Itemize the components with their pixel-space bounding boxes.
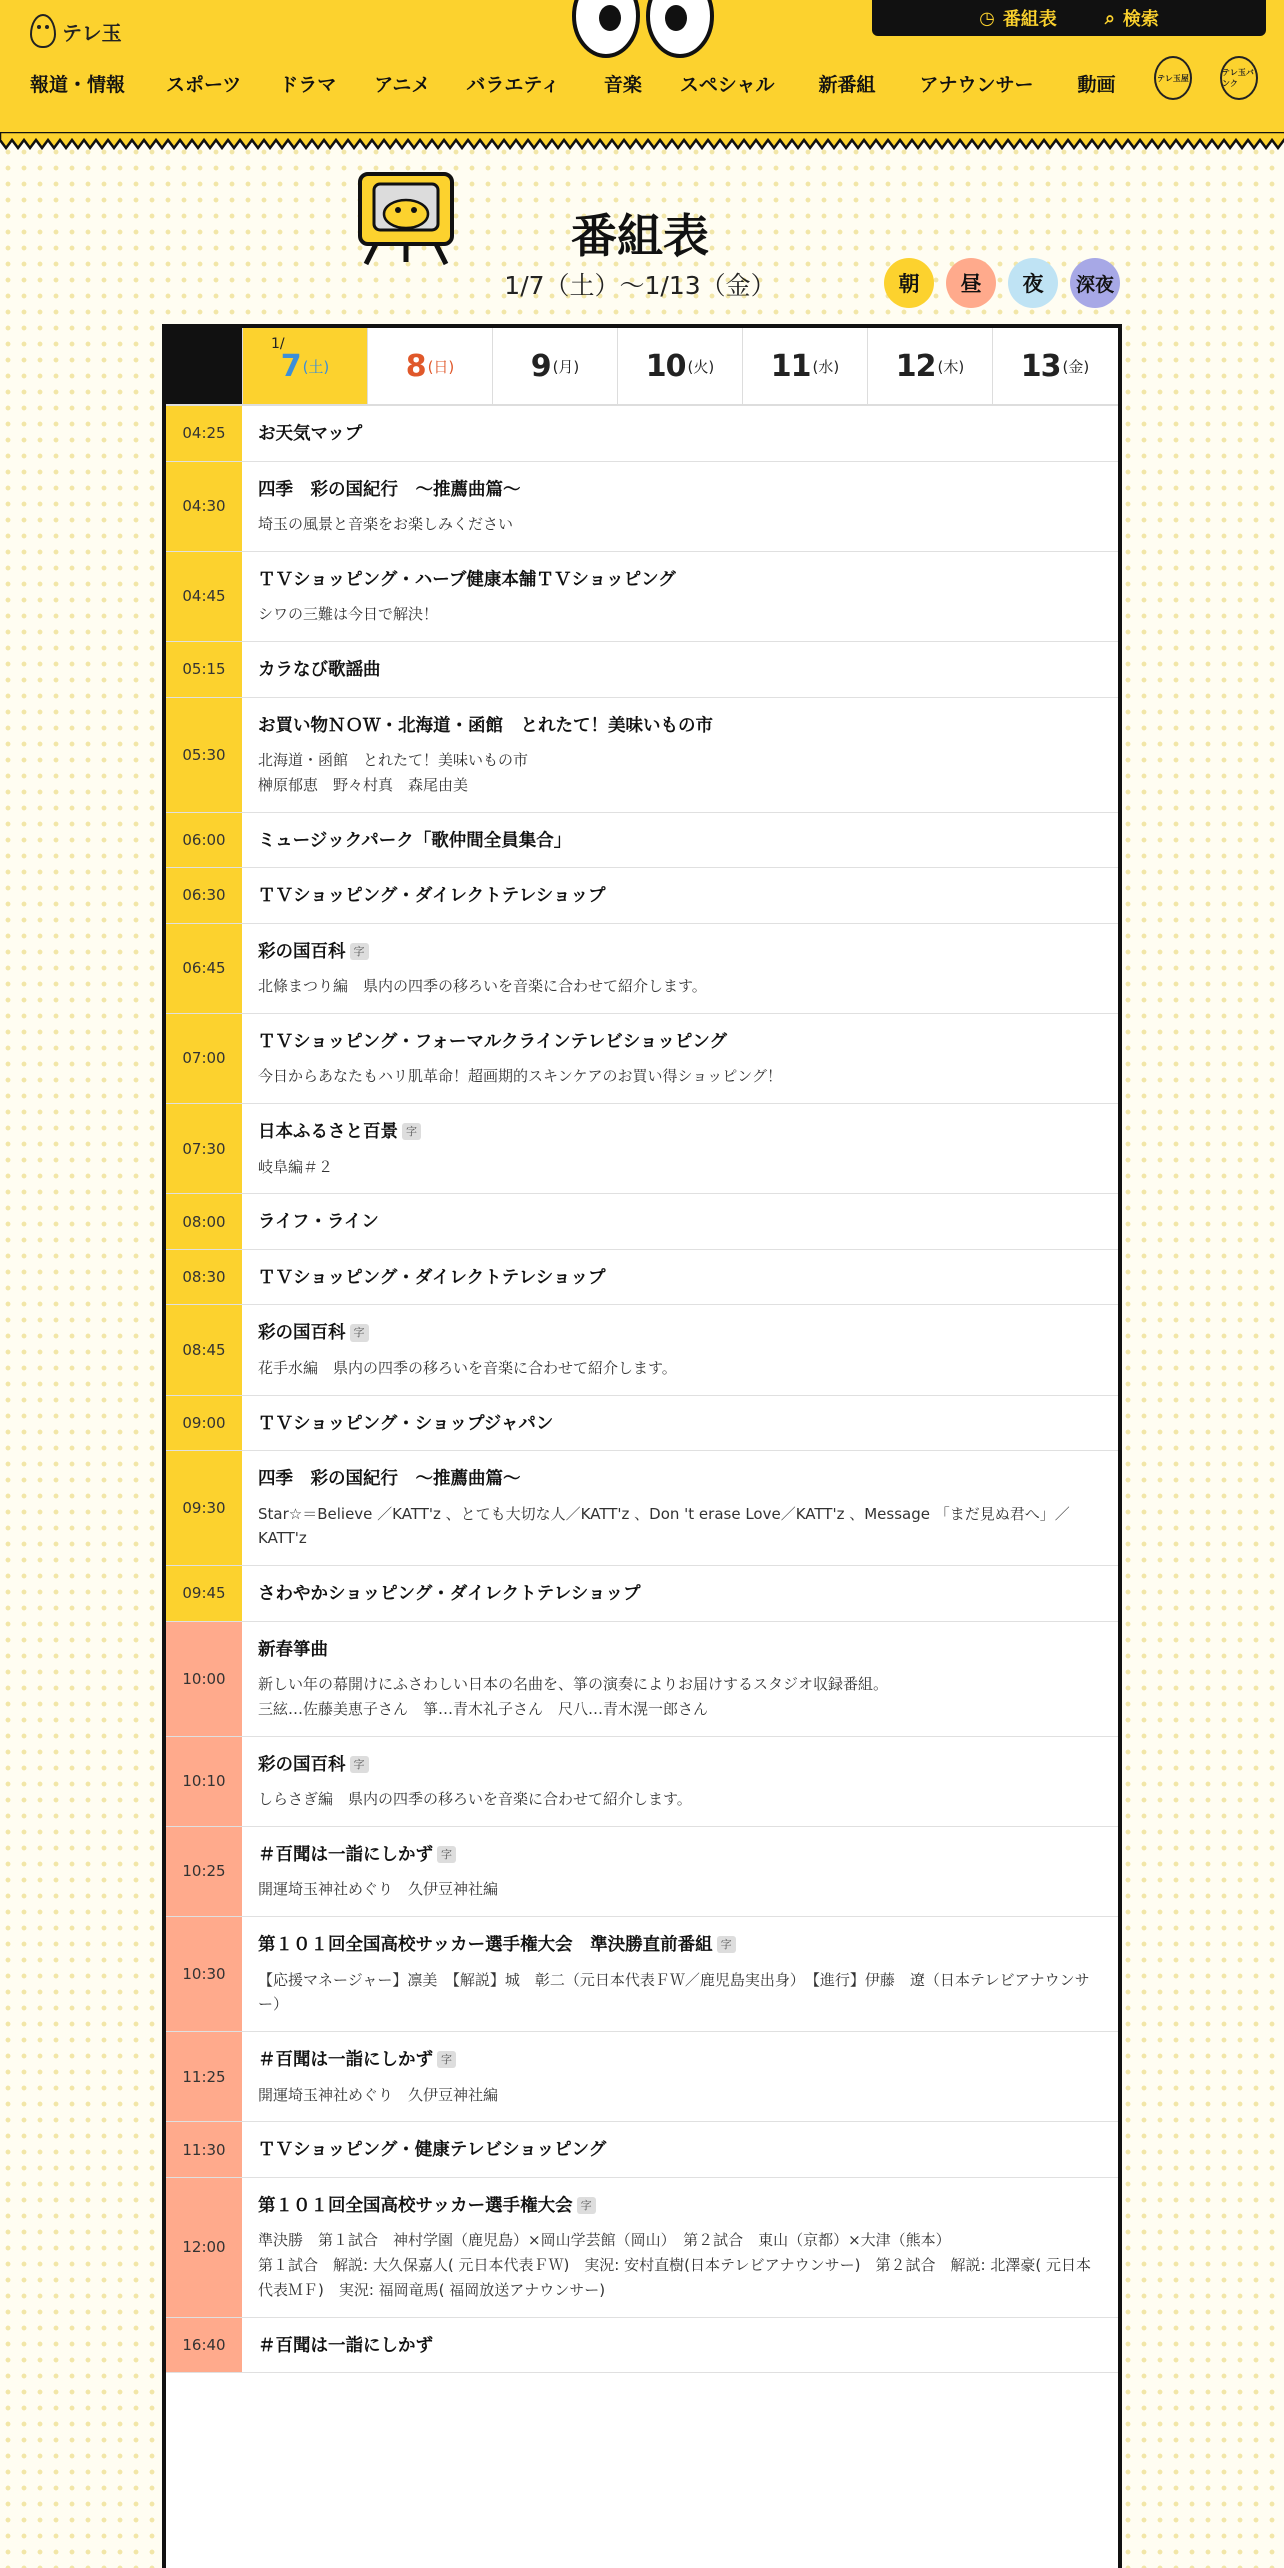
program-title: 日本ふるさと百景	[258, 1122, 398, 1142]
program-title-line	[258, 2334, 1102, 2359]
program-cell[interactable]	[242, 1396, 1118, 1451]
program-cell[interactable]	[242, 698, 1118, 812]
time-of-day-morning-button[interactable]: 朝	[884, 258, 934, 308]
nav-item-anime[interactable]: アニメ	[374, 74, 431, 96]
program-description: 北海道・函館 とれたて！美味いもの市 榊原郁恵 野々村真 森尾由美	[258, 751, 529, 794]
schedule-button[interactable]	[979, 5, 1057, 31]
program-row	[166, 1566, 1118, 1622]
teletama-shop-label: テレ玉屋	[1157, 73, 1189, 83]
program-title-line	[258, 1266, 1102, 1291]
program-row	[166, 462, 1118, 552]
program-time: 11:30	[166, 2122, 242, 2177]
program-row	[166, 1305, 1118, 1395]
program-time: 06:30	[166, 868, 242, 923]
nav-item-video[interactable]: 動画	[1077, 74, 1116, 96]
program-title: 彩の国百科	[258, 1754, 346, 1775]
program-description: 開運埼玉神社めぐり 久伊豆神社編	[258, 2085, 499, 2104]
program-title-line	[258, 1843, 1102, 1868]
date-range: 1/7（土）〜1/13（金）	[504, 271, 776, 300]
program-description: 開運埼玉神社めぐり 久伊豆神社編	[258, 1880, 499, 1899]
program-cell[interactable]	[242, 1250, 1118, 1305]
program-time: 09:45	[166, 1566, 242, 1621]
day-number: 12	[895, 348, 936, 384]
nav-icon-group	[1154, 56, 1258, 100]
header-wave-divider	[0, 132, 1284, 150]
program-cell[interactable]	[242, 1827, 1118, 1916]
nav-item-music[interactable]: 音楽	[603, 74, 642, 96]
program-cell[interactable]	[242, 406, 1118, 461]
program-description: シワの三難は今日で解決！	[258, 605, 439, 624]
program-list	[166, 406, 1118, 2373]
subtitle-badge: 字	[402, 1123, 421, 1140]
day-weekday: (木)	[937, 357, 965, 376]
program-time: 09:30	[166, 1451, 242, 1565]
program-row	[166, 1104, 1118, 1194]
program-title: ＃百聞は一詣にしかず	[258, 1844, 433, 1865]
program-title: 四季 彩の国紀行 ～推薦曲篇～	[258, 479, 521, 500]
program-title: ＃百聞は一詣にしかず	[258, 2050, 433, 2070]
main-nav	[30, 70, 1116, 97]
schedule-table	[162, 324, 1122, 2568]
program-row	[166, 642, 1118, 698]
site-logo[interactable]	[30, 14, 122, 48]
program-title-line	[258, 1120, 1102, 1145]
program-row	[166, 1827, 1118, 1917]
program-time: 06:45	[166, 924, 242, 1013]
day-number: 9	[530, 348, 551, 384]
program-description: 準決勝 第１試合 神村学園（鹿児島）×岡山学芸館（岡山） 第２試合 東山（京都）×大津（熊本） 第１試合 解説: 大久保嘉人( 元日本代表ＦＷ) 実況: 安村直樹(日本テレビアナウンサー) 第２試合 解説: 北澤豪( 元日本代表ＭＦ) 実況: 福岡竜馬( 福岡放送アナウンサー)	[258, 2231, 1091, 2299]
program-description: 埼玉の風景と音楽をお楽しみください	[258, 515, 514, 533]
program-time: 08:00	[166, 1194, 242, 1249]
program-description: しらさぎ編 県内の四季の移ろいを音楽に合わせて紹介します。	[258, 1790, 692, 1808]
site-header	[0, 0, 1284, 140]
program-time: 07:30	[166, 1104, 242, 1193]
program-title-line	[258, 2194, 1102, 2219]
page-title: 番組表	[571, 209, 709, 263]
program-cell[interactable]	[242, 924, 1118, 1013]
program-time: 08:45	[166, 1305, 242, 1394]
day-number: 13	[1020, 348, 1061, 384]
nav-item-special[interactable]: スペシャル	[679, 74, 775, 96]
program-title: ＴＶショッピング・ショップジャパン	[258, 1413, 554, 1434]
subtitle-badge: 字	[577, 2197, 596, 2214]
program-title: 彩の国百科	[258, 941, 346, 962]
program-title-line	[258, 1753, 1102, 1778]
time-of-day-daytime-button[interactable]: 昼	[946, 258, 996, 308]
program-title: ＴＶショッピング・フォーマルクラインテレビショッピング	[258, 1031, 727, 1052]
subtitle-badge: 字	[437, 2051, 456, 2068]
program-title-line	[258, 1030, 1102, 1055]
program-cell[interactable]	[242, 1194, 1118, 1249]
program-row	[166, 2318, 1118, 2374]
program-time: 10:30	[166, 1917, 242, 2031]
day-weekday: (火)	[687, 357, 715, 376]
program-title-line	[258, 714, 1102, 739]
program-title: 第１０１回全国高校サッカー選手権大会 準決勝直前番組	[258, 1935, 713, 1955]
day-weekday: (日)	[427, 357, 455, 376]
nav-item-new-programs[interactable]: 新番組	[818, 74, 876, 96]
teletama-bank-icon[interactable]	[1220, 56, 1258, 100]
day-number: 11	[770, 348, 811, 384]
day-number: 7	[280, 348, 301, 384]
day-month: 1/	[271, 336, 285, 352]
program-title-line	[258, 940, 1102, 965]
day-tab[interactable]	[367, 328, 492, 404]
program-title-line	[258, 1582, 1102, 1607]
program-time: 05:15	[166, 642, 242, 697]
program-title: ＃百聞は一詣にしかず	[258, 2335, 433, 2356]
program-row	[166, 1250, 1118, 1306]
program-row	[166, 2178, 1118, 2318]
program-row	[166, 1622, 1118, 1737]
time-of-day-selector	[884, 258, 1120, 308]
program-title: 彩の国百科	[258, 1323, 346, 1344]
top-utility-bar	[872, 0, 1266, 36]
program-time: 12:00	[166, 2178, 242, 2317]
nav-item-sports[interactable]: スポーツ	[166, 74, 242, 96]
program-title-line	[258, 2048, 1102, 2073]
program-time: 08:30	[166, 1250, 242, 1305]
program-time: 11:25	[166, 2032, 242, 2121]
program-row	[166, 1737, 1118, 1827]
program-title: 四季 彩の国紀行 ～推薦曲篇～	[258, 1469, 521, 1489]
nav-item-news[interactable]: 報道・情報	[30, 74, 126, 96]
program-title: ライフ・ライン	[258, 1212, 379, 1233]
program-time: 10:00	[166, 1622, 242, 1736]
time-of-day-night-button[interactable]: 夜	[1008, 258, 1058, 308]
table-corner	[166, 328, 242, 404]
program-time: 04:25	[166, 406, 242, 461]
program-cell[interactable]	[242, 868, 1118, 923]
day-number: 10	[645, 348, 686, 384]
day-weekday: (月)	[552, 357, 580, 376]
nav-item-announcer[interactable]: アナウンサー	[919, 74, 1034, 96]
program-row	[166, 406, 1118, 462]
subtitle-badge: 字	[350, 1324, 369, 1341]
program-row	[166, 1396, 1118, 1452]
day-tab[interactable]	[992, 328, 1117, 404]
program-cell[interactable]	[242, 1104, 1118, 1193]
program-title: カラなび歌謡曲	[258, 660, 381, 680]
program-cell[interactable]	[242, 642, 1118, 697]
program-cell[interactable]	[242, 1917, 1118, 2031]
clock-icon: ◷	[979, 7, 995, 29]
program-row	[166, 924, 1118, 1014]
program-description: Star☆＝Believe ／KATT'z 、とても大切な人／KATT'z 、Don 't erase Love／KATT'z 、Message 「まだ見ぬ君へ」／KATT'z	[258, 1504, 1070, 1548]
egg-mascot-icon	[30, 14, 56, 48]
program-cell[interactable]	[242, 462, 1118, 551]
program-title: ミュージックパーク「歌仲間全員集合」	[258, 830, 572, 851]
program-time: 04:30	[166, 462, 242, 551]
program-title: ＴＶショッピング・ダイレクトテレショップ	[258, 886, 606, 906]
program-description: 【応援マネージャー】凛美 【解説】城 彰二（元日本代表ＦＷ／鹿児島実出身） 【進行】伊藤 遼（日本テレビアナウンサー）	[258, 1970, 1090, 2014]
program-cell[interactable]	[242, 552, 1118, 641]
program-title: お買い物ＮＯＷ・北海道・函館 とれたて！美味いもの市	[258, 715, 713, 736]
search-icon: ⌕	[1104, 7, 1115, 29]
day-weekday: (水)	[812, 357, 840, 376]
program-description: 花手水編 県内の四季の移ろいを音楽に合わせて紹介します。	[258, 1358, 677, 1377]
program-title: ＴＶショッピング・ダイレクトテレショップ	[258, 1267, 606, 1288]
mascot-eyes-icon	[570, 0, 716, 60]
program-time: 10:25	[166, 1827, 242, 1916]
search-label: 検索	[1122, 9, 1159, 30]
program-title-line	[258, 658, 1102, 683]
program-cell[interactable]	[242, 1622, 1118, 1736]
program-time: 09:00	[166, 1396, 242, 1451]
program-title: 新春箏曲	[258, 1639, 328, 1660]
teletama-bank-label: テレ玉バンク	[1222, 68, 1254, 88]
program-cell[interactable]	[242, 813, 1118, 868]
program-time: 10:10	[166, 1737, 242, 1826]
program-cell[interactable]	[242, 1566, 1118, 1621]
program-row	[166, 1194, 1118, 1250]
time-of-day-late-night-button[interactable]: 深夜	[1070, 258, 1120, 308]
program-description: 新しい年の幕開けにふさわしい日本の名曲を、箏の演奏によりお届けするスタジオ収録番組。 三絃…佐藤美恵子さん 箏…青木礼子さん 尺八…青木滉一郎さん	[258, 1675, 889, 1718]
program-row	[166, 868, 1118, 924]
day-tab[interactable]	[242, 328, 367, 404]
program-title: ＴＶショッピング・ハーブ健康本舗ＴＶショッピング	[258, 569, 676, 590]
subtitle-badge: 字	[437, 1846, 456, 1863]
program-title-line	[258, 1467, 1102, 1492]
program-time: 04:45	[166, 552, 242, 641]
subtitle-badge: 字	[350, 1756, 369, 1773]
program-title-line	[258, 884, 1102, 909]
program-description: 北條まつり編 県内の四季の移ろいを音楽に合わせて紹介します。	[258, 977, 707, 995]
program-row	[166, 1451, 1118, 1566]
program-cell[interactable]	[242, 2032, 1118, 2121]
program-title: 第１０１回全国高校サッカー選手権大会	[258, 2195, 573, 2216]
search-button[interactable]	[1105, 5, 1159, 31]
program-description: 今日からあなたもハリ肌革命！超画期的スキンケアのお買い得ショッピング！	[258, 1067, 782, 1086]
day-tab[interactable]	[742, 328, 867, 404]
teletama-shop-icon[interactable]	[1154, 56, 1192, 100]
program-title-line	[258, 568, 1102, 593]
program-time: 16:40	[166, 2318, 242, 2373]
program-row	[166, 1917, 1118, 2032]
program-row	[166, 2122, 1118, 2178]
day-tab[interactable]	[617, 328, 742, 404]
program-cell[interactable]	[242, 1737, 1118, 1826]
program-cell[interactable]	[242, 2318, 1118, 2373]
schedule-label: 番組表	[1002, 9, 1057, 30]
program-row	[166, 552, 1118, 642]
program-title-line	[258, 1210, 1102, 1235]
program-title: ＴＶショッピング・健康テレビショッピング	[258, 2140, 607, 2161]
program-row	[166, 2032, 1118, 2122]
day-weekday: (土)	[302, 357, 330, 376]
program-row	[166, 698, 1118, 813]
program-title-line	[258, 1933, 1102, 1958]
program-description: 岐阜編＃２	[258, 1157, 334, 1176]
logo-text: テレ玉	[62, 20, 122, 45]
program-title-line	[258, 478, 1102, 503]
tv-mascot-icon	[356, 170, 456, 266]
day-tab[interactable]	[492, 328, 617, 404]
program-title-line	[258, 1412, 1102, 1437]
program-title-line	[258, 422, 1102, 447]
program-title-line	[258, 2138, 1102, 2163]
program-time: 05:30	[166, 698, 242, 812]
program-row	[166, 1014, 1118, 1104]
day-selector	[166, 328, 1118, 406]
program-time: 07:00	[166, 1014, 242, 1103]
day-number: 8	[405, 348, 426, 384]
nav-item-drama[interactable]: ドラマ	[279, 74, 337, 96]
subtitle-badge: 字	[350, 943, 369, 960]
program-title-line	[258, 829, 1102, 854]
program-cell[interactable]	[242, 1305, 1118, 1394]
program-title-line	[258, 1321, 1102, 1346]
program-cell[interactable]	[242, 1451, 1118, 1565]
program-cell[interactable]	[242, 2178, 1118, 2317]
day-weekday: (金)	[1062, 357, 1090, 376]
day-tab[interactable]	[867, 328, 992, 404]
program-cell[interactable]	[242, 1014, 1118, 1103]
program-cell[interactable]	[242, 2122, 1118, 2177]
program-title: さわやかショッピング・ダイレクトテレショップ	[258, 1584, 641, 1604]
nav-item-variety[interactable]: バラエティ	[466, 74, 560, 96]
program-time: 06:00	[166, 813, 242, 868]
subtitle-badge: 字	[717, 1936, 736, 1953]
program-title-line	[258, 1638, 1102, 1663]
program-row	[166, 813, 1118, 869]
program-title: お天気マップ	[258, 424, 363, 444]
